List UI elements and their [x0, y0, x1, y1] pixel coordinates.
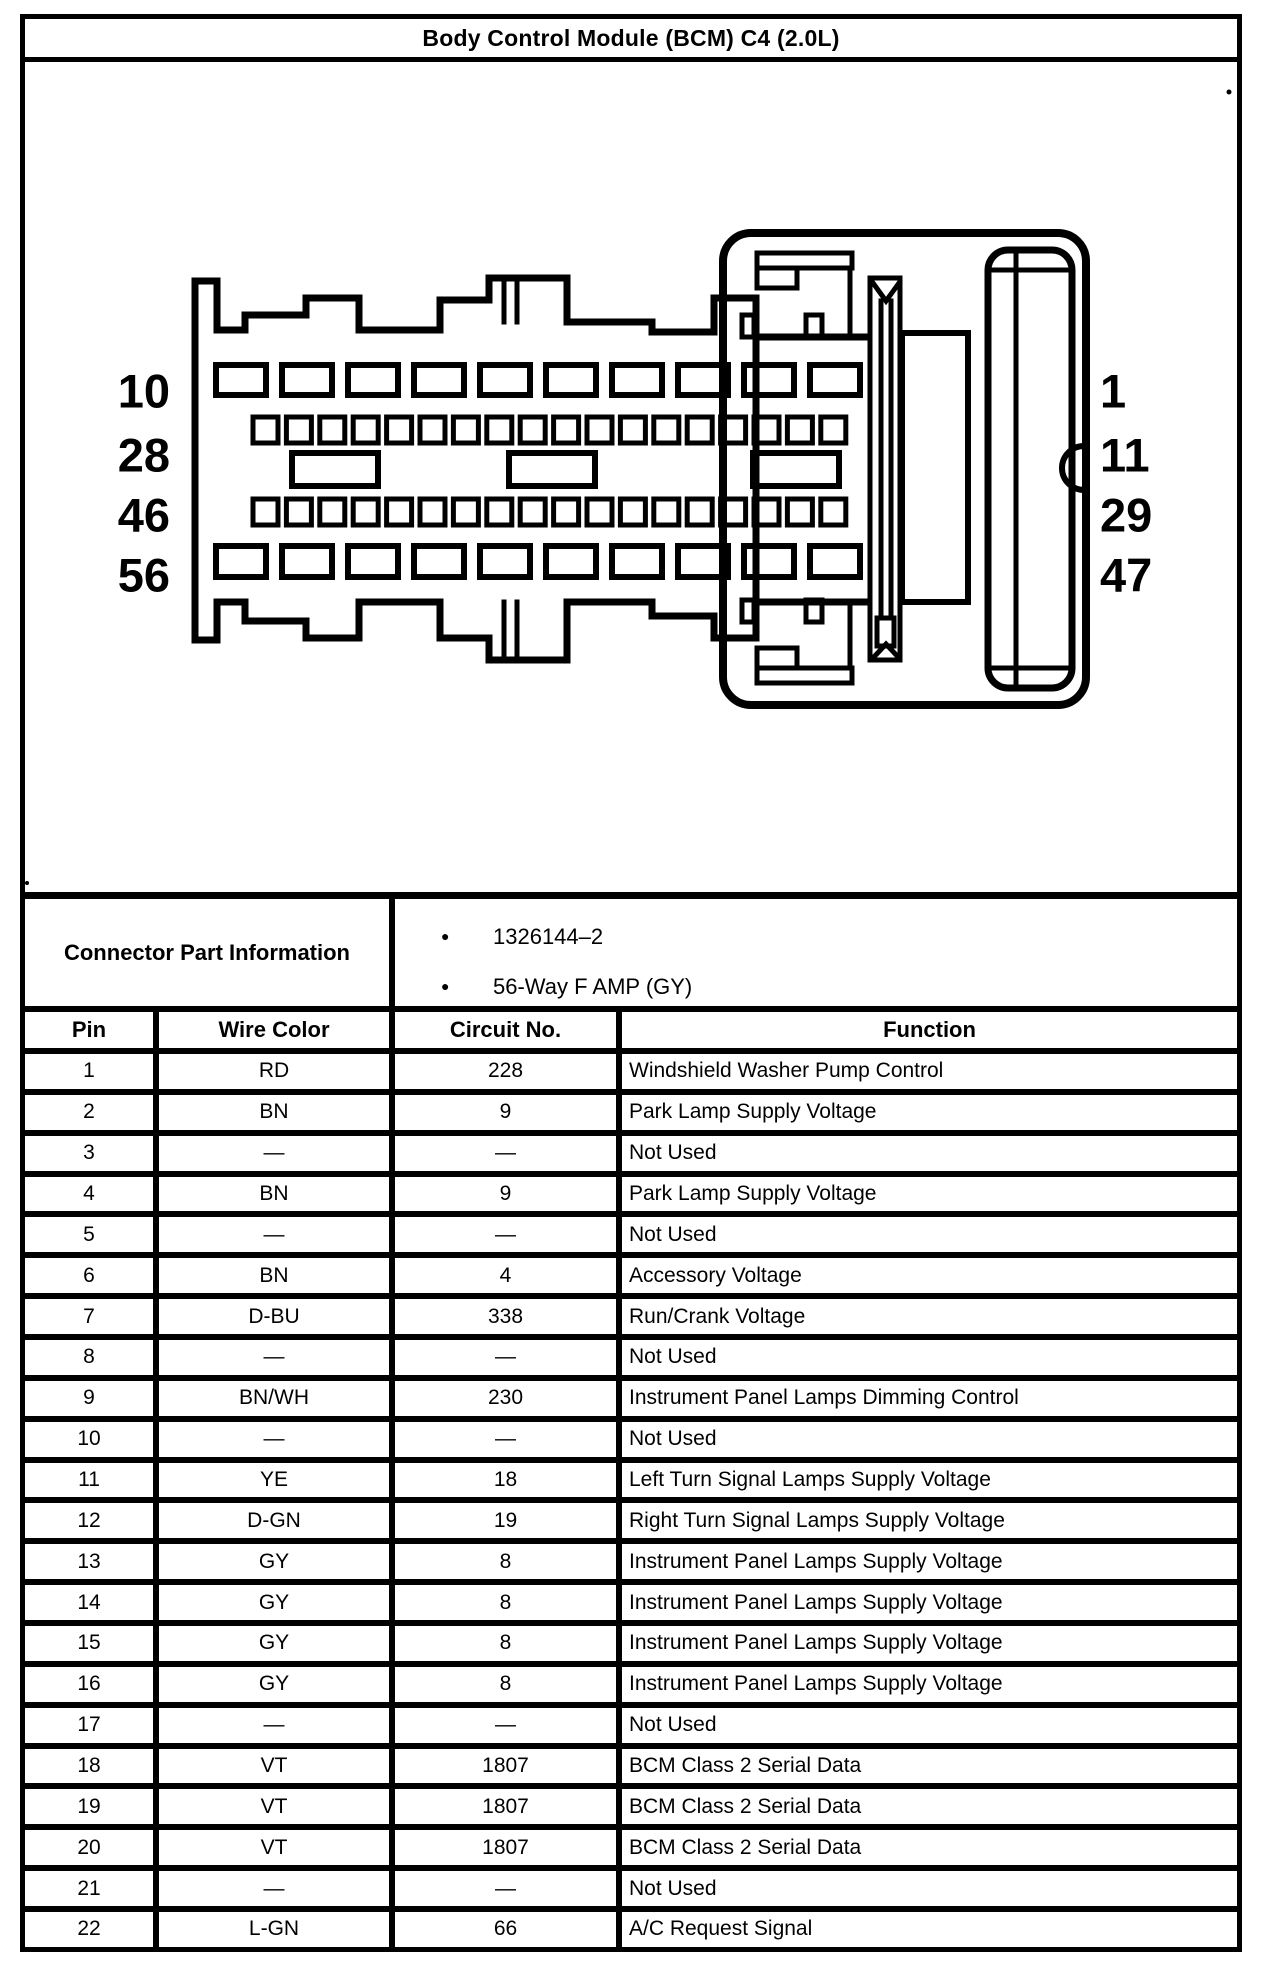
connector-face-drawing — [25, 62, 1237, 892]
table-header-row — [25, 1012, 1237, 1054]
cell-circuit-no: 4 — [395, 1258, 622, 1293]
pin-cavity — [654, 417, 679, 443]
pin-cavity — [744, 365, 794, 395]
cell-function: Windshield Washer Pump Control — [629, 1059, 944, 1083]
cell-function: BCM Class 2 Serial Data — [629, 1835, 862, 1859]
cell-wire-color: L-GN — [159, 1912, 395, 1947]
cell-function: Not Used — [629, 1713, 717, 1737]
cell-circuit-no: 1807 — [395, 1789, 622, 1824]
cell-function: Park Lamp Supply Voltage — [629, 1182, 877, 1205]
cell-pin: 1 — [25, 1054, 159, 1089]
list-item — [441, 963, 1237, 1013]
cell-wire-color: VT — [159, 1749, 395, 1784]
connector-diagram — [25, 62, 1237, 899]
table-row — [25, 1749, 1237, 1790]
table-row — [25, 1422, 1237, 1463]
cell-pin: 22 — [25, 1912, 159, 1947]
cell-wire-color: BN — [159, 1095, 395, 1130]
pin-cavity — [453, 417, 478, 443]
cell-circuit-no: 338 — [395, 1299, 622, 1334]
cell-circuit-no: 9 — [395, 1177, 622, 1212]
header-function: Function — [883, 1017, 976, 1042]
bullet-icon: ● — [441, 928, 450, 944]
cell-pin: 10 — [25, 1422, 159, 1457]
page-frame — [20, 14, 1242, 1952]
pin-cavity — [453, 499, 478, 525]
pin-cavity — [520, 499, 545, 525]
pin-cavity — [753, 453, 839, 486]
cell-circuit-no: 18 — [395, 1463, 622, 1498]
cell-pin: 17 — [25, 1708, 159, 1743]
cell-function: A/C Request Signal — [629, 1917, 813, 1941]
connector-part-information-items — [395, 899, 1237, 1006]
cell-circuit-no: 8 — [395, 1626, 622, 1661]
cell-circuit-no: — — [395, 1136, 622, 1171]
cell-circuit-no: — — [395, 1708, 622, 1743]
cell-function: Left Turn Signal Lamps Supply Voltage — [629, 1468, 991, 1492]
cell-wire-color: RD — [159, 1054, 395, 1089]
cell-pin: 21 — [25, 1871, 159, 1906]
header-circuit-no: Circuit No. — [395, 1012, 622, 1048]
connector-type: 56-Way F AMP (GY) — [493, 974, 693, 999]
table-row — [25, 1585, 1237, 1626]
header-pin: Pin — [25, 1012, 159, 1048]
cell-circuit-no: 9 — [395, 1095, 622, 1130]
cell-function: Instrument Panel Lamps Dimming Control — [629, 1386, 1019, 1410]
pin-cavity — [414, 365, 464, 395]
pin-cavity — [487, 417, 512, 443]
cell-wire-color: GY — [159, 1544, 395, 1579]
pin-label-right-29: 29 — [1100, 488, 1153, 542]
cell-pin: 2 — [25, 1095, 159, 1130]
pin-cavity — [687, 499, 712, 525]
pin-cavity — [546, 546, 596, 577]
cell-wire-color: — — [159, 1217, 395, 1252]
cell-circuit-no: 228 — [395, 1054, 622, 1089]
cell-circuit-no: 1807 — [395, 1749, 622, 1784]
seal-retainer — [988, 250, 1084, 688]
pin-cavity — [810, 546, 860, 577]
pin-cavity — [787, 417, 812, 443]
cell-wire-color: VT — [159, 1789, 395, 1824]
cell-circuit-no: 8 — [395, 1544, 622, 1579]
cell-wire-color: — — [159, 1136, 395, 1171]
pin-cavity-rows — [216, 365, 860, 577]
cell-wire-color: — — [159, 1340, 395, 1375]
pin-cavity — [654, 499, 679, 525]
cell-wire-color: — — [159, 1708, 395, 1743]
cell-wire-color: GY — [159, 1585, 395, 1620]
cell-wire-color: GY — [159, 1626, 395, 1661]
cell-function: Run/Crank Voltage — [629, 1304, 806, 1328]
pin-cavity — [612, 365, 662, 395]
cell-circuit-no: — — [395, 1871, 622, 1906]
cell-circuit-no: 230 — [395, 1381, 622, 1416]
pin-cavity — [420, 417, 445, 443]
pin-cavity — [620, 417, 645, 443]
latch-cavity — [902, 333, 968, 602]
pin-cavity — [744, 546, 794, 577]
cell-wire-color: BN — [159, 1258, 395, 1293]
table-row — [25, 1381, 1237, 1422]
pin-cavity — [353, 417, 378, 443]
table-body — [25, 1054, 1237, 1947]
cell-circuit-no: 19 — [395, 1503, 622, 1538]
pin-cavity — [554, 499, 579, 525]
pin-cavity — [320, 499, 345, 525]
pin-cavity — [253, 417, 278, 443]
connector-part-information-row — [25, 899, 1237, 1012]
pin-cavity — [509, 453, 595, 486]
pin-label-left-28: 28 — [117, 428, 170, 482]
latch — [870, 278, 900, 660]
table-row — [25, 1871, 1237, 1912]
pin-cavity — [414, 546, 464, 577]
pin-cavity — [216, 365, 266, 395]
cell-function: Accessory Voltage — [629, 1263, 802, 1287]
cell-function: BCM Class 2 Serial Data — [629, 1754, 862, 1778]
pin-cavity — [546, 365, 596, 395]
pin-cavity — [292, 453, 378, 486]
cell-circuit-no: 1807 — [395, 1830, 622, 1865]
cell-function: Not Used — [629, 1876, 717, 1900]
table-row — [25, 1177, 1237, 1218]
pin-cavity — [320, 417, 345, 443]
cell-function: Right Turn Signal Lamps Supply Voltage — [629, 1508, 1005, 1532]
bullet-icon: ● — [441, 978, 450, 994]
cell-function: Not Used — [629, 1345, 717, 1369]
table-row — [25, 1258, 1237, 1299]
cell-pin: 7 — [25, 1299, 159, 1334]
cell-wire-color: D-BU — [159, 1299, 395, 1334]
pin-label-right-47: 47 — [1100, 548, 1153, 602]
pin-cavity — [286, 417, 311, 443]
pin-cavity — [687, 417, 712, 443]
table-row — [25, 1626, 1237, 1667]
cell-function: Not Used — [629, 1222, 717, 1246]
table-row — [25, 1912, 1237, 1947]
cell-circuit-no: 8 — [395, 1667, 622, 1702]
list-item — [441, 913, 1237, 963]
page-title: Body Control Module (BCM) C4 (2.0L) — [25, 19, 1237, 62]
cell-function: Not Used — [629, 1141, 717, 1165]
cell-pin: 12 — [25, 1503, 159, 1538]
cell-wire-color: — — [159, 1422, 395, 1457]
table-row — [25, 1340, 1237, 1381]
cell-function: Instrument Panel Lamps Supply Voltage — [629, 1590, 1003, 1614]
pin-cavity — [587, 417, 612, 443]
pin-cavity — [216, 546, 266, 577]
connector-part-information-label: Connector Part Information — [25, 899, 395, 1006]
table-row — [25, 1708, 1237, 1749]
cell-pin: 3 — [25, 1136, 159, 1171]
pin-cavity — [286, 499, 311, 525]
table-row — [25, 1054, 1237, 1095]
pinout-table — [25, 1012, 1237, 1947]
cell-wire-color: VT — [159, 1830, 395, 1865]
table-row — [25, 1503, 1237, 1544]
cell-function: Not Used — [629, 1427, 717, 1451]
cell-wire-color: BN/WH — [159, 1381, 395, 1416]
pin-cavity — [520, 417, 545, 443]
cell-pin: 19 — [25, 1789, 159, 1824]
pin-cavity — [480, 365, 530, 395]
pin-label-left-46: 46 — [117, 488, 170, 542]
cell-wire-color: GY — [159, 1667, 395, 1702]
table-row — [25, 1217, 1237, 1258]
header-wire-color: Wire Color — [159, 1012, 395, 1048]
cell-wire-color: BN — [159, 1177, 395, 1212]
cell-circuit-no: 8 — [395, 1585, 622, 1620]
cell-function: Park Lamp Supply Voltage — [629, 1100, 877, 1124]
table-row — [25, 1544, 1237, 1585]
cell-pin: 8 — [25, 1340, 159, 1375]
pin-cavity — [810, 365, 860, 395]
cell-circuit-no: — — [395, 1340, 622, 1375]
pin-cavity — [282, 365, 332, 395]
pin-cavity — [420, 499, 445, 525]
pin-label-right-1: 1 — [1100, 364, 1127, 418]
cell-pin: 6 — [25, 1258, 159, 1293]
cell-pin: 14 — [25, 1585, 159, 1620]
cell-function: Instrument Panel Lamps Supply Voltage — [629, 1549, 1003, 1573]
pin-cavity — [253, 499, 278, 525]
cell-wire-color: YE — [159, 1463, 395, 1498]
pin-cavity — [554, 417, 579, 443]
pin-label-right-11: 11 — [1100, 428, 1150, 482]
pin-label-left-10: 10 — [117, 364, 170, 418]
cell-circuit-no: — — [395, 1422, 622, 1457]
pin-cavity — [387, 499, 412, 525]
cell-pin: 18 — [25, 1749, 159, 1784]
cell-pin: 4 — [25, 1177, 159, 1212]
cell-wire-color: D-GN — [159, 1503, 395, 1538]
cell-pin: 20 — [25, 1830, 159, 1865]
artifact-dot — [1227, 90, 1232, 95]
pin-cavity — [612, 546, 662, 577]
cell-pin: 15 — [25, 1626, 159, 1661]
pin-cavity — [821, 417, 846, 443]
cell-pin: 11 — [25, 1463, 159, 1498]
cell-function: Instrument Panel Lamps Supply Voltage — [629, 1631, 1003, 1655]
cell-pin: 13 — [25, 1544, 159, 1579]
cell-function: BCM Class 2 Serial Data — [629, 1794, 862, 1818]
cell-pin: 9 — [25, 1381, 159, 1416]
pin-cavity — [282, 546, 332, 577]
cell-circuit-no: — — [395, 1217, 622, 1252]
cell-wire-color: — — [159, 1871, 395, 1906]
table-row — [25, 1463, 1237, 1504]
cell-circuit-no: 66 — [395, 1912, 622, 1947]
pin-cavity — [387, 417, 412, 443]
pin-cavity — [620, 499, 645, 525]
artifact-dot — [25, 881, 29, 885]
cell-function: Instrument Panel Lamps Supply Voltage — [629, 1672, 1003, 1696]
pin-cavity — [587, 499, 612, 525]
table-row — [25, 1299, 1237, 1340]
table-row — [25, 1830, 1237, 1871]
table-row — [25, 1095, 1237, 1136]
connector-body-outline — [195, 278, 756, 660]
pin-cavity — [348, 546, 398, 577]
table-row — [25, 1789, 1237, 1830]
cell-pin: 5 — [25, 1217, 159, 1252]
part-number: 1326144–2 — [493, 924, 604, 949]
pin-cavity — [821, 499, 846, 525]
pin-cavity — [787, 499, 812, 525]
pin-cavity — [348, 365, 398, 395]
pin-cavity — [487, 499, 512, 525]
pin-label-left-56: 56 — [117, 548, 170, 602]
table-row — [25, 1667, 1237, 1708]
pin-cavity — [480, 546, 530, 577]
table-row — [25, 1136, 1237, 1177]
pin-cavity — [353, 499, 378, 525]
cell-pin: 16 — [25, 1667, 159, 1702]
